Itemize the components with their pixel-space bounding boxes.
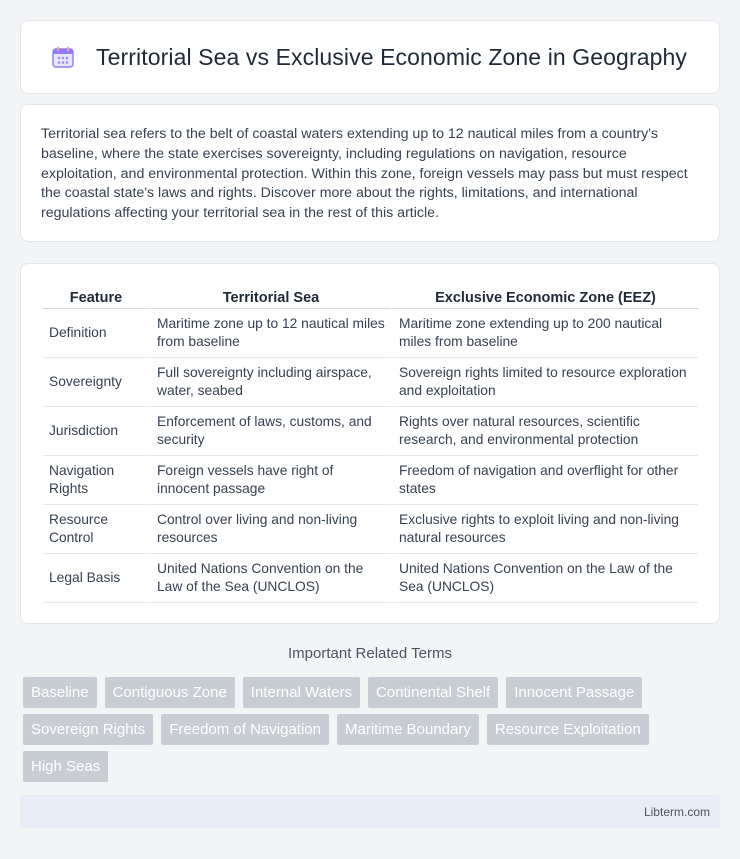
- eez-cell: United Nations Convention on the Law of the Sea (UNCLOS): [391, 554, 698, 603]
- header-card: [20, 20, 720, 94]
- feature-cell: Legal Basis: [43, 554, 149, 603]
- related-terms-title: Important Related Terms: [288, 645, 452, 662]
- eez-cell: Exclusive rights to exploit living and non-living natural resources: [391, 505, 698, 554]
- table-row: [43, 309, 698, 358]
- term-tag-internal-waters[interactable]: Internal Waters: [243, 677, 360, 708]
- eez-cell: Freedom of navigation and overflight for other states: [391, 456, 698, 505]
- eez-cell: Sovereign rights limited to resource exploration and exploitation: [391, 358, 698, 407]
- term-tag-baseline[interactable]: Baseline: [23, 677, 97, 708]
- related-terms-list: [23, 677, 723, 782]
- comparison-table-card: [20, 263, 720, 624]
- footer-bar: [20, 795, 720, 828]
- term-tag-sovereign-rights[interactable]: Sovereign Rights: [23, 714, 153, 745]
- term-tag-resource-exploitation[interactable]: Resource Exploitation: [487, 714, 649, 745]
- term-tag-high-seas[interactable]: High Seas: [23, 751, 108, 782]
- table-row: [43, 554, 698, 603]
- feature-cell: Navigation Rights: [43, 456, 149, 505]
- territorial-sea-cell: Full sovereignty including airspace, water, seabed: [149, 358, 391, 407]
- feature-cell: Sovereignty: [43, 358, 149, 407]
- term-tag-innocent-passage[interactable]: Innocent Passage: [506, 677, 642, 708]
- term-tag-freedom-of-navigation[interactable]: Freedom of Navigation: [161, 714, 329, 745]
- term-tag-maritime-boundary[interactable]: Maritime Boundary: [337, 714, 479, 745]
- term-tag-contiguous-zone[interactable]: Contiguous Zone: [105, 677, 235, 708]
- territorial-sea-cell: Control over living and non-living resources: [149, 505, 391, 554]
- table-header-row: [43, 282, 698, 309]
- territorial-sea-cell: United Nations Convention on the Law of the Sea (UNCLOS): [149, 554, 391, 603]
- term-tag-continental-shelf[interactable]: Continental Shelf: [368, 677, 498, 708]
- page-title: Territorial Sea vs Exclusive Economic Zone in Geography: [96, 43, 687, 70]
- column-header: Exclusive Economic Zone (EEZ): [391, 282, 698, 309]
- table-row: [43, 505, 698, 554]
- feature-cell: Resource Control: [43, 505, 149, 554]
- intro-text: Territorial sea refers to the belt of coastal waters extending up to 12 nautical miles from a country's baseline, where the state exercises sovereignty, including regulations on navigation, resource exploitation, and environmental protection. Within this zone, foreign vessels may pass but must respect the coastal state's laws and rights. Discover more about the rights, limitations, and international regulations affecting your territorial sea in the rest of this article.: [41, 126, 688, 222]
- eez-cell: Maritime zone extending up to 200 nautical miles from baseline: [391, 309, 698, 358]
- feature-cell: Jurisdiction: [43, 407, 149, 456]
- table-row: [43, 358, 698, 407]
- column-header: Territorial Sea: [149, 282, 391, 309]
- footer-brand-link[interactable]: Libterm.com: [643, 804, 710, 819]
- table-row: [43, 456, 698, 505]
- table-row: [43, 407, 698, 456]
- territorial-sea-cell: Foreign vessels have right of innocent passage: [149, 456, 391, 505]
- feature-cell: Definition: [43, 309, 149, 358]
- eez-cell: Rights over natural resources, scientific research, and environmental protection: [391, 407, 698, 456]
- comparison-table: [43, 282, 698, 603]
- intro-card: [20, 104, 720, 242]
- column-header: Feature: [43, 282, 149, 309]
- territorial-sea-cell: Enforcement of laws, customs, and security: [149, 407, 391, 456]
- calendar-icon: [49, 43, 77, 71]
- territorial-sea-cell: Maritime zone up to 12 nautical miles from baseline: [149, 309, 391, 358]
